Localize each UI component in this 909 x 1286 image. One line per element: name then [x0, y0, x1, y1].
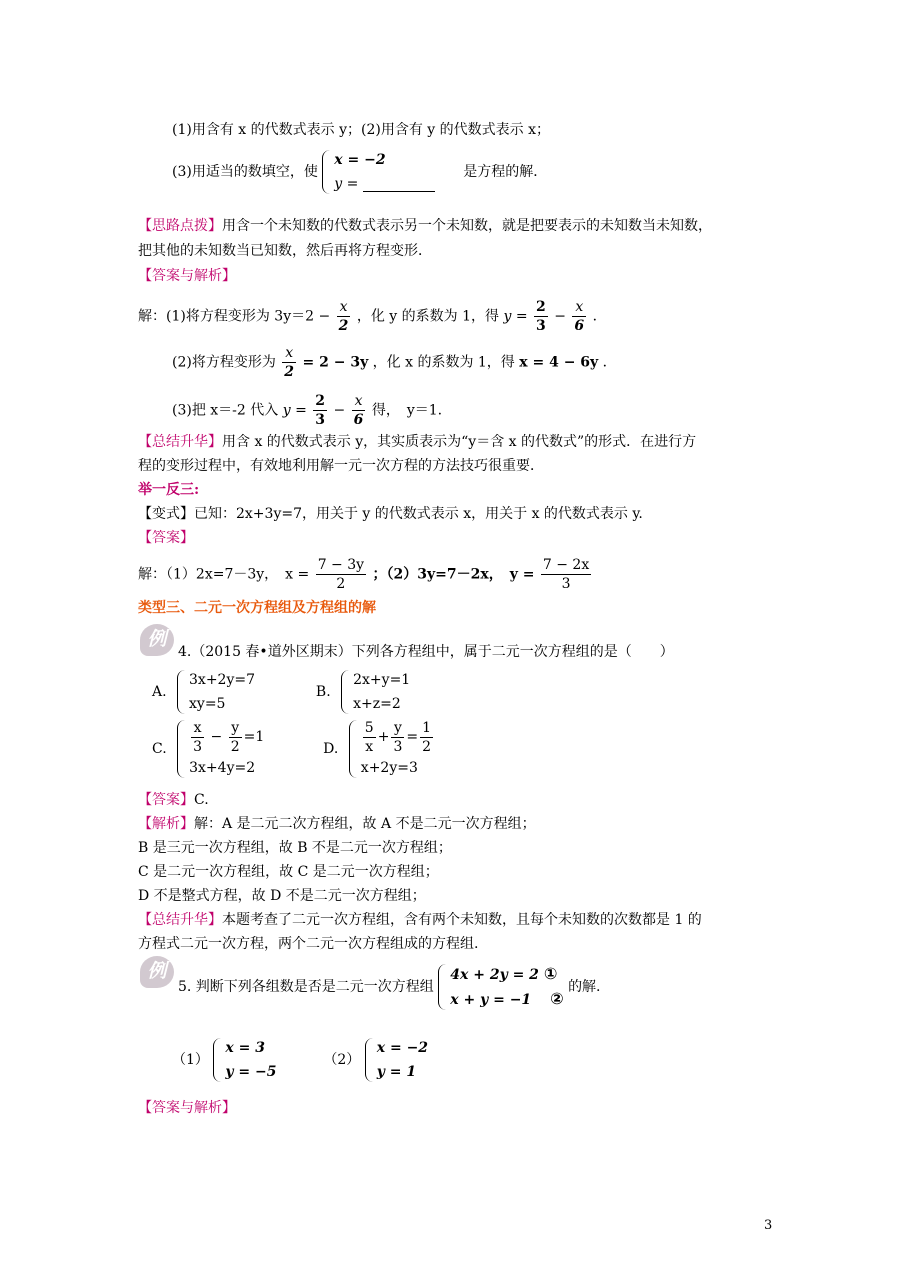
q5-options: （1） x = 3 y = −5 （2） x = −2 y = 1 — [172, 1036, 428, 1084]
juyi-heading: 举一反三: — [138, 482, 200, 498]
option-c-system: $\frac{x}{3}$ − $\frac{y}{2}$ =1 3x+4y=2 — [177, 718, 264, 780]
answer-analysis-label-2: 【答案与解析】 — [138, 1100, 236, 1116]
answer-analysis-label: 【答案与解析】 — [138, 268, 236, 284]
example-icon: 例 — [140, 624, 174, 656]
q1-sys-row2: y = — [334, 172, 435, 196]
sol2-pre: (2)将方程变形为 — [172, 354, 276, 371]
hint-line1 — [138, 216, 712, 236]
frac-x-over-2: $\frac{x}{2}$ — [338, 299, 349, 334]
jiexi-line2: B 是三元一次方程组，故 B 不是二元一次方程组； — [138, 840, 452, 856]
sol2-eq: = 2 − 3y — [302, 354, 369, 371]
summary1-label: 【总结升华】 — [138, 434, 222, 450]
answer4-line: 【答案】C. — [138, 792, 209, 808]
frac-x-over-6-b: $\frac{x}{6}$ — [353, 393, 364, 428]
sol3-post: 得， y＝1. — [371, 402, 443, 419]
q1-line3-pre: (3)用适当的数填空，使 — [172, 164, 318, 180]
variant-label: 【变式】 — [138, 506, 194, 522]
summary1-line1: 【总结升华】用含 x 的代数式表示 y，其实质表示为“y＝含 x 的代数式”的形式．在进行方 — [138, 434, 697, 450]
option-b-system: 2x+y=1 x+z=2 — [341, 668, 410, 716]
sol3-pre: (3)把 x＝-2 代入 — [172, 402, 279, 419]
sol-line2: (2)将方程变形为 $\frac{x}{2}$ = 2 − 3y ，化 x 的系数为 1，得 x = 4 − 6y ． — [172, 345, 617, 380]
q4-options-cd — [152, 718, 435, 780]
sol2-mid: ，化 x 的系数为 1，得 — [372, 354, 515, 371]
q1-line1: (1)用含有 x 的代数式表示 y；(2)用含有 y 的代数式表示 x； — [172, 122, 550, 138]
q5-option2-system: x = −2 y = 1 — [365, 1036, 428, 1084]
option-a-label: A. — [152, 684, 167, 700]
jiexi-label: 【解析】 — [138, 816, 194, 832]
option-b-label: B. — [315, 684, 331, 700]
q5-line: 5. 判断下列各组数是否是二元一次方程组 4x + 2y = 2 ① x + y = −1 ② 的解. — [178, 962, 601, 1012]
frac-7-2x-over-3: $\frac{7 - 2x}{3}$ — [542, 557, 590, 592]
q5-option1-system: x = 3 y = −5 — [213, 1036, 276, 1084]
option-a-system: 3x+2y=7 xy=5 — [177, 668, 255, 716]
jiexi-line1: 【解析】解：A 是二元二次方程组，故 A 不是二元一次方程组； — [138, 816, 536, 832]
answer4-label: 【答案】 — [138, 792, 194, 808]
q5-system: 4x + 2y = 2 ① x + y = −1 ② — [438, 962, 563, 1012]
sol-line1: 解：(1)将方程变形为 3y＝2 − $\frac{x}{2}$ ，化 y 的系数为 1，得 y = $\frac{2}{3}$ − $\frac{x}{6}$ ． — [138, 299, 607, 334]
q1-sys-row1: x = −2 — [334, 152, 386, 168]
q1-system — [322, 148, 435, 196]
sol-line3: (3)把 x＝-2 代入 y = $\frac{2}{3}$ − $\frac{x}{6}$ 得， y＝1. — [172, 393, 443, 428]
answer-label-2: 【答案】 — [138, 530, 194, 546]
summary2-line1: 【总结升华】本题考查了二元一次方程组，含有两个未知数，且每个未知数的次数都是 1 的 — [138, 912, 702, 928]
summary1-line2: 程的变形过程中，有效地利用解一元一次方程的方法技巧很重要． — [138, 458, 544, 474]
q4-text: 4.（2015 春•道外区期末）下列各方程组中，属于二元一次方程组的是（ ） — [178, 644, 674, 660]
hint-line2: 把其他的未知数当已知数，然后再将方程变形． — [138, 243, 432, 259]
option-d-system: $\frac{5}{x}$ + $\frac{y}{3}$ = $\frac{1}{2}$ x+2y=3 — [349, 718, 435, 780]
q1-line3 — [172, 148, 547, 196]
answer-blank — [363, 177, 435, 192]
answer2-line: 解：（1）2x=7－3y， x = $\frac{7 - 3y}{2}$ ；（2）3y=7－2x， y = $\frac{7 - 2x}{3}$ — [138, 557, 590, 592]
q4-options-ab — [152, 668, 410, 716]
page-number: 3 — [764, 1218, 773, 1233]
option-d-label: D. — [323, 741, 339, 757]
variant-line: 【变式】已知：2x+3y=7，用关于 y 的代数式表示 x，用关于 x 的代数式表示 y. — [138, 506, 643, 522]
summary2-label: 【总结升华】 — [138, 912, 222, 928]
frac-x-over-6: $\frac{x}{6}$ — [574, 299, 585, 334]
example-icon-2: 例 — [140, 956, 174, 988]
hint-label: 【思路点拨】 — [138, 218, 222, 234]
frac-2-over-3: $\frac{2}{3}$ — [536, 299, 546, 334]
option-c-label: C. — [152, 741, 167, 757]
jiexi-line4: D 不是整式方程，故 D 不是二元一次方程组； — [138, 888, 426, 904]
sol1-pre: 解：(1)将方程变形为 3y＝2 − — [138, 308, 331, 325]
hint-text1: 用含一个未知数的代数式表示另一个未知数，就是把要表示的未知数当未知数， — [222, 218, 712, 234]
sol2-result: x = 4 − 6y — [519, 354, 599, 371]
jiexi-line3: C 是二元一次方程组，故 C 是二元一次方程组； — [138, 864, 439, 880]
frac-2-over-3-b: $\frac{2}{3}$ — [315, 393, 326, 428]
sol1-mid: ，化 y 的系数为 1，得 — [356, 308, 500, 325]
q1-line3-post: 是方程的解． — [463, 164, 548, 180]
frac-x-over-2-b: $\frac{x}{2}$ — [284, 345, 295, 380]
frac-7-3y-over-2: $\frac{7 - 3y}{2}$ — [317, 557, 365, 592]
sol1-y-eq: y = — [503, 308, 528, 325]
summary2-line2: 方程式二元一次方程，两个二元一次方程组成的方程组. — [138, 936, 479, 952]
type3-heading: 类型三、二元一次方程组及方程组的解 — [138, 600, 376, 616]
